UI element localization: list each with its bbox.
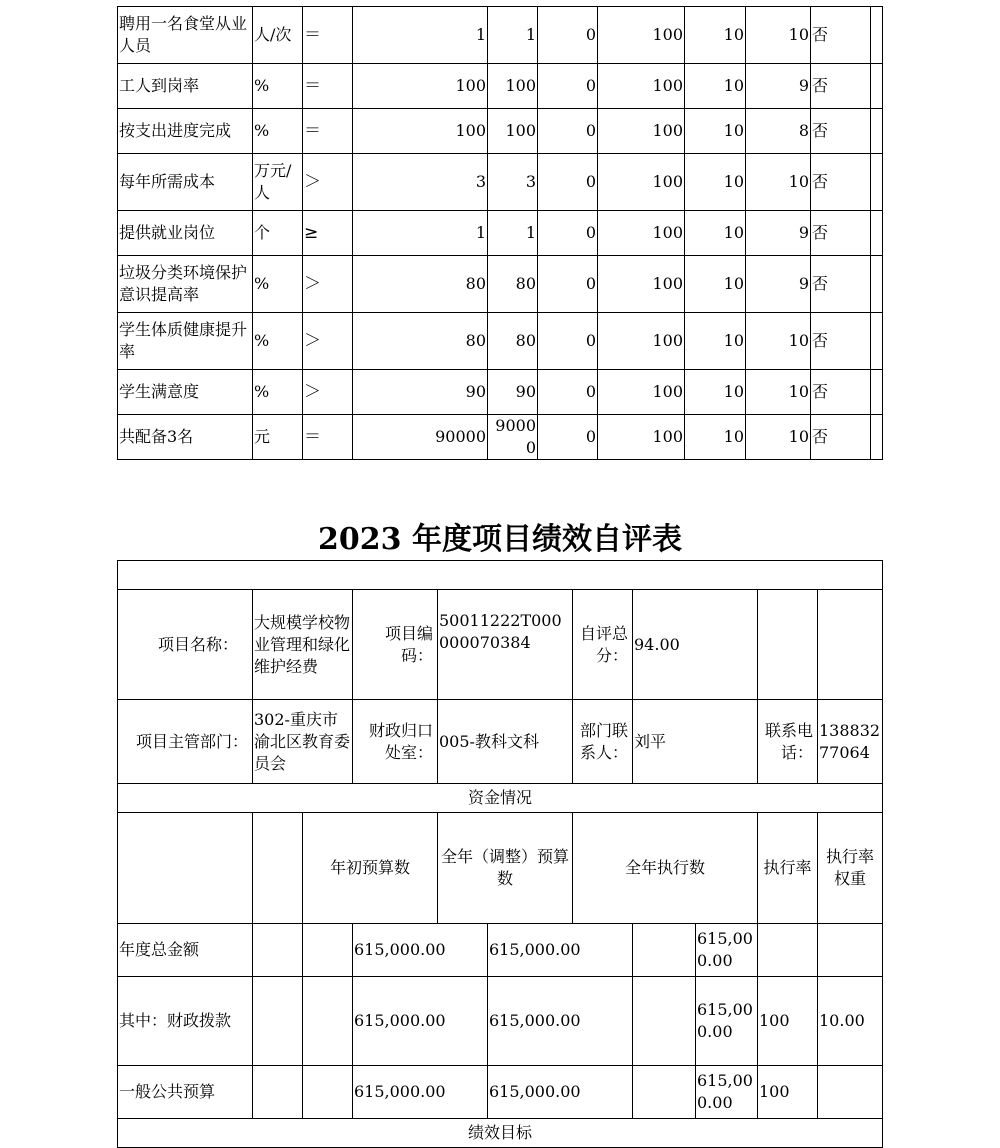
empty-cell [633,1066,696,1119]
funds-row [118,977,883,1066]
indicator-target: 90 [353,370,488,415]
empty-cell [303,924,353,977]
indicator-row [118,64,883,109]
indicator-weight: 10 [685,211,746,256]
indicator-actual: 80 [488,313,538,370]
empty-cell [758,590,818,700]
blank-row [118,561,883,590]
indicator-symbol: ＝ [303,415,353,460]
empty-cell [253,977,303,1066]
execution-rate-weight-header: 执行率权重 [818,813,883,924]
funds-row-label: 一般公共预算 [118,1066,253,1119]
blank-cell [118,561,883,590]
funds-rate-weight: 10.00 [818,977,883,1066]
indicator-deviation: 0 [538,256,598,313]
indicator-score: 10 [746,7,811,64]
indicator-row [118,256,883,313]
department-label: 项目主管部门： [118,700,253,784]
empty-cell [818,590,883,700]
indicator-score: 10 [746,313,811,370]
indicator-score: 10 [746,154,811,211]
indicator-name: 学生满意度 [118,370,253,415]
self-score-value: 94.00 [633,590,758,700]
indicator-target: 1 [353,7,488,64]
funds-executed-amount: 615,000.00 [696,977,758,1066]
indicator-completion: 100 [598,64,685,109]
empty-cell [633,924,696,977]
funds-row-label: 其中：财政拨款 [118,977,253,1066]
indicator-row [118,313,883,370]
indicator-unit: % [253,64,303,109]
indicator-symbol: ＞ [303,313,353,370]
indicator-note [871,211,883,256]
indicator-note [871,154,883,211]
funds-adjusted-budget: 615,000.00 [488,977,633,1066]
empty-cell [253,924,303,977]
indicator-deviation: 0 [538,313,598,370]
indicator-completion: 100 [598,154,685,211]
funds-execution-rate: 100 [758,977,818,1066]
indicator-note [871,7,883,64]
indicator-unit: 元 [253,415,303,460]
indicator-unit: 人/次 [253,7,303,64]
indicator-symbol: ＞ [303,256,353,313]
indicator-actual: 100 [488,64,538,109]
indicator-symbol: ＝ [303,7,353,64]
indicator-name: 提供就业岗位 [118,211,253,256]
funds-rate-weight [818,1066,883,1119]
indicator-unit: 个 [253,211,303,256]
indicator-table [117,6,883,460]
indicator-note [871,415,883,460]
indicator-score: 10 [746,370,811,415]
indicator-weight: 10 [685,415,746,460]
indicator-deviation: 0 [538,109,598,154]
contact-value: 刘平 [633,700,758,784]
indicator-score: 9 [746,256,811,313]
indicator-target: 80 [353,313,488,370]
empty-cell [303,977,353,1066]
empty-cell [118,813,253,924]
indicator-row [118,211,883,256]
indicator-unit: 万元/人 [253,154,303,211]
indicator-weight: 10 [685,64,746,109]
indicator-target: 90000 [353,415,488,460]
indicator-name: 垃圾分类环境保护意识提高率 [118,256,253,313]
funds-initial-budget: 615,000.00 [353,977,488,1066]
indicator-row [118,154,883,211]
funds-header-row [118,813,883,924]
indicator-row [118,109,883,154]
indicator-unit: % [253,109,303,154]
indicator-flag: 否 [811,7,871,64]
contact-label: 部门联系人： [573,700,633,784]
indicator-symbol: ＝ [303,109,353,154]
finance-office-label: 财政归口处室： [353,700,438,784]
funds-section-row [118,784,883,813]
indicator-actual: 90 [488,370,538,415]
indicator-name: 每年所需成本 [118,154,253,211]
indicator-score: 8 [746,109,811,154]
indicator-deviation: 0 [538,64,598,109]
funds-section-title: 资金情况 [118,784,883,813]
project-code-value: 50011222T000000070384 [438,590,573,700]
indicator-flag: 否 [811,256,871,313]
empty-cell [253,813,303,924]
indicator-deviation: 0 [538,415,598,460]
indicator-completion: 100 [598,256,685,313]
funds-adjusted-budget: 615,000.00 [488,924,633,977]
funds-adjusted-budget: 615,000.00 [488,1066,633,1119]
indicator-completion: 100 [598,370,685,415]
indicator-weight: 10 [685,154,746,211]
evaluation-table [117,560,883,1148]
indicator-target: 80 [353,256,488,313]
funds-row-label: 年度总金额 [118,924,253,977]
indicator-symbol: ＞ [303,370,353,415]
funds-execution-rate: 100 [758,1066,818,1119]
indicator-flag: 否 [811,370,871,415]
indicator-name: 共配备3名 [118,415,253,460]
indicator-flag: 否 [811,415,871,460]
funds-row [118,1066,883,1119]
indicator-weight: 10 [685,7,746,64]
indicator-score: 10 [746,415,811,460]
funds-rows [118,924,883,1119]
indicator-actual: 100 [488,109,538,154]
indicator-note [871,64,883,109]
funds-row [118,924,883,977]
indicator-note [871,256,883,313]
goals-section-row [118,1119,883,1148]
indicator-weight: 10 [685,109,746,154]
indicator-actual: 1 [488,211,538,256]
project-name-value: 大规模学校物业管理和绿化维护经费 [253,590,353,700]
indicator-score: 9 [746,64,811,109]
indicator-symbol: ＝ [303,64,353,109]
phone-value: 13883277064 [818,700,883,784]
page-title: 2023 年度项目绩效自评表 [318,522,682,557]
funds-rate-weight [818,924,883,977]
indicator-completion: 100 [598,109,685,154]
indicator-actual: 1 [488,7,538,64]
execution-rate-header: 执行率 [758,813,818,924]
indicator-weight: 10 [685,256,746,313]
finance-office-value: 005-教科文科 [438,700,573,784]
indicator-row [118,370,883,415]
funds-initial-budget: 615,000.00 [353,924,488,977]
empty-cell [633,977,696,1066]
indicator-flag: 否 [811,154,871,211]
indicator-unit: % [253,370,303,415]
indicator-note [871,370,883,415]
indicator-name: 按支出进度完成 [118,109,253,154]
indicator-name: 工人到岗率 [118,64,253,109]
indicator-name: 聘用一名食堂从业人员 [118,7,253,64]
indicator-completion: 100 [598,415,685,460]
indicator-target: 1 [353,211,488,256]
indicator-completion: 100 [598,313,685,370]
department-row [118,700,883,784]
phone-label: 联系电话： [758,700,818,784]
indicator-target: 3 [353,154,488,211]
indicator-deviation: 0 [538,154,598,211]
indicator-flag: 否 [811,64,871,109]
funds-executed-amount: 615,000.00 [696,924,758,977]
goals-section-title: 绩效目标 [118,1119,883,1148]
indicator-note [871,313,883,370]
funds-initial-budget: 615,000.00 [353,1066,488,1119]
indicator-rows [118,7,883,460]
indicator-flag: 否 [811,109,871,154]
indicator-symbol: ≥ [303,211,353,256]
indicator-note [871,109,883,154]
indicator-completion: 100 [598,211,685,256]
empty-cell [303,1066,353,1119]
initial-budget-header: 年初预算数 [303,813,438,924]
indicator-actual: 3 [488,154,538,211]
funds-executed-amount: 615,000.00 [696,1066,758,1119]
indicator-name: 学生体质健康提升率 [118,313,253,370]
project-code-label: 项目编码： [353,590,438,700]
indicator-weight: 10 [685,370,746,415]
indicator-deviation: 0 [538,370,598,415]
indicator-row [118,415,883,460]
adjusted-budget-header: 全年（调整）预算数 [438,813,573,924]
project-info-row [118,590,883,700]
indicator-target: 100 [353,109,488,154]
funds-execution-rate [758,924,818,977]
indicator-deviation: 0 [538,7,598,64]
indicator-actual: 80 [488,256,538,313]
self-score-label: 自评总分： [573,590,633,700]
indicator-row [118,7,883,64]
indicator-unit: % [253,313,303,370]
indicator-completion: 100 [598,7,685,64]
indicator-flag: 否 [811,211,871,256]
indicator-flag: 否 [811,313,871,370]
department-value: 302-重庆市渝北区教育委员会 [253,700,353,784]
indicator-weight: 10 [685,313,746,370]
indicator-deviation: 0 [538,211,598,256]
empty-cell [253,1066,303,1119]
project-name-label: 项目名称： [118,590,253,700]
indicator-symbol: ＞ [303,154,353,211]
executed-amount-header: 全年执行数 [573,813,758,924]
indicator-score: 9 [746,211,811,256]
indicator-target: 100 [353,64,488,109]
indicator-actual: 90000 [488,415,538,460]
indicator-unit: % [253,256,303,313]
